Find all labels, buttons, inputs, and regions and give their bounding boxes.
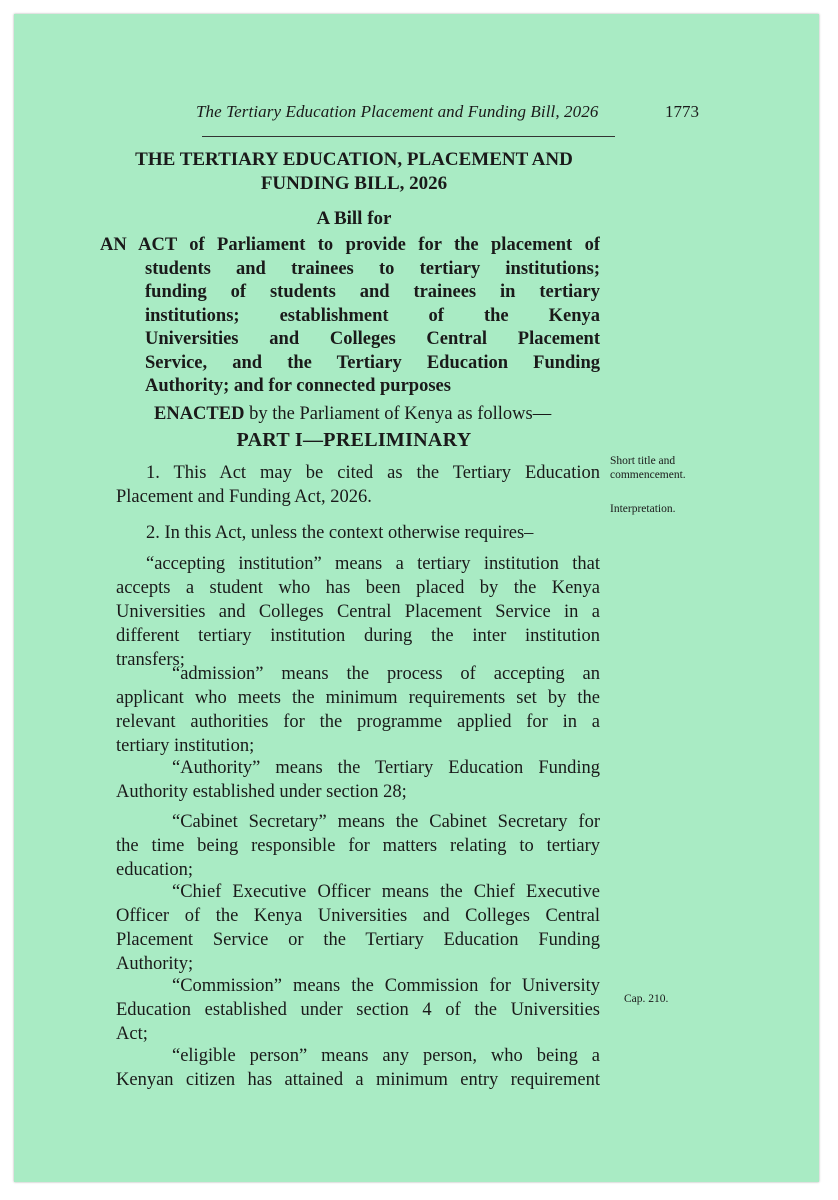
- definition-line: Kenyan citizen has attained a minimum entry requirement: [116, 1070, 600, 1090]
- section-1-line: 1. This Act may be cited as the Tertiary Education: [146, 463, 600, 483]
- definition-line: Universities and Colleges Central Placement Service in a: [116, 602, 600, 622]
- long-title-line: Authority; and for connected purposes: [145, 376, 451, 396]
- definition-eligible-person: [116, 1044, 600, 1092]
- enacting-formula: [154, 404, 551, 425]
- long-title: [100, 234, 600, 399]
- section-1-line: Placement and Funding Act, 2026.: [116, 487, 372, 507]
- long-title-line: AN ACT of Parliament to provide for the placement of: [100, 235, 600, 255]
- margin-note-cap: Cap. 210.: [624, 993, 669, 1005]
- header-rule: [202, 136, 615, 137]
- definition-line: applicant who meets the minimum requirements set by the: [116, 688, 600, 708]
- definition-line: accepts a student who has been placed by the Kenya: [116, 578, 600, 598]
- page-number: 1773: [665, 102, 699, 121]
- definition-line: Placement Service or the Tertiary Education Funding: [116, 930, 600, 950]
- long-title-line: institutions; establishment of the Kenya: [145, 305, 600, 326]
- margin-note-interpretation: Interpretation.: [610, 503, 676, 515]
- definition-commission: [116, 974, 600, 1046]
- part-heading: PART I—PRELIMINARY: [236, 429, 472, 451]
- definition-line: “Chief Executive Officer means the Chief Executive: [172, 882, 600, 902]
- definition-line: “Cabinet Secretary” means the Cabinet Secretary for: [172, 812, 600, 832]
- definition-line: “admission” means the process of accepting an: [172, 664, 600, 684]
- definition-line: tertiary institution;: [116, 736, 255, 756]
- definition-admission: [116, 662, 600, 758]
- definition-line: the time being responsible for matters relating to tertiary: [116, 836, 600, 856]
- bill-title-line-2: FUNDING BILL, 2026: [260, 173, 448, 194]
- definition-line: “Authority” means the Tertiary Education Funding: [172, 758, 600, 778]
- definition-line: “accepting institution” means a tertiary institution that: [146, 554, 600, 574]
- long-title-line: students and trainees to tertiary institutions;: [145, 258, 600, 279]
- enacted-rest: by the Parliament of Kenya as follows—: [244, 404, 552, 424]
- long-title-line: funding of students and trainees in tertiary: [145, 282, 600, 302]
- bill-title-line-1: THE TERTIARY EDUCATION, PLACEMENT AND: [135, 149, 573, 170]
- definition-line: “eligible person” means any person, who being a: [172, 1046, 600, 1066]
- enacted-word: ENACTED: [154, 404, 245, 424]
- long-title-line: Service, and the Tertiary Education Funding: [145, 352, 600, 373]
- definition-accepting-institution: [116, 552, 600, 672]
- definition-line: Education established under section 4 of the Universities: [116, 1000, 600, 1020]
- definition-line: relevant authorities for the programme applied for in a: [116, 712, 600, 732]
- definition-line: “Commission” means the Commission for University: [172, 976, 600, 996]
- long-title-line: Universities and Colleges Central Placement: [145, 329, 600, 349]
- definition-line: transfers;: [116, 650, 185, 670]
- definition-line: Act;: [116, 1024, 148, 1044]
- bill-for-heading: A Bill for: [316, 208, 392, 229]
- definition-line: different tertiary institution during the inter institution: [116, 626, 600, 646]
- running-header-title: The Tertiary Education Placement and Funding Bill, 2026: [196, 102, 599, 121]
- document-page: [14, 14, 819, 1182]
- bill-title: [94, 148, 614, 196]
- section-2-line: 2. In this Act, unless the context otherwise requires–: [146, 523, 534, 543]
- section-2: [116, 521, 600, 545]
- definition-line: Authority established under section 28;: [116, 782, 407, 802]
- definition-line: Officer of the Kenya Universities and Colleges Central: [116, 906, 600, 926]
- definition-cabinet-secretary: [116, 810, 600, 882]
- section-1: [116, 461, 600, 509]
- definition-authority: [116, 756, 600, 804]
- definition-line: education;: [116, 860, 194, 880]
- margin-note-short-title: Short title and commencement.: [610, 455, 686, 481]
- definition-line: Authority;: [116, 954, 194, 974]
- definition-chief-executive-officer: [116, 880, 600, 976]
